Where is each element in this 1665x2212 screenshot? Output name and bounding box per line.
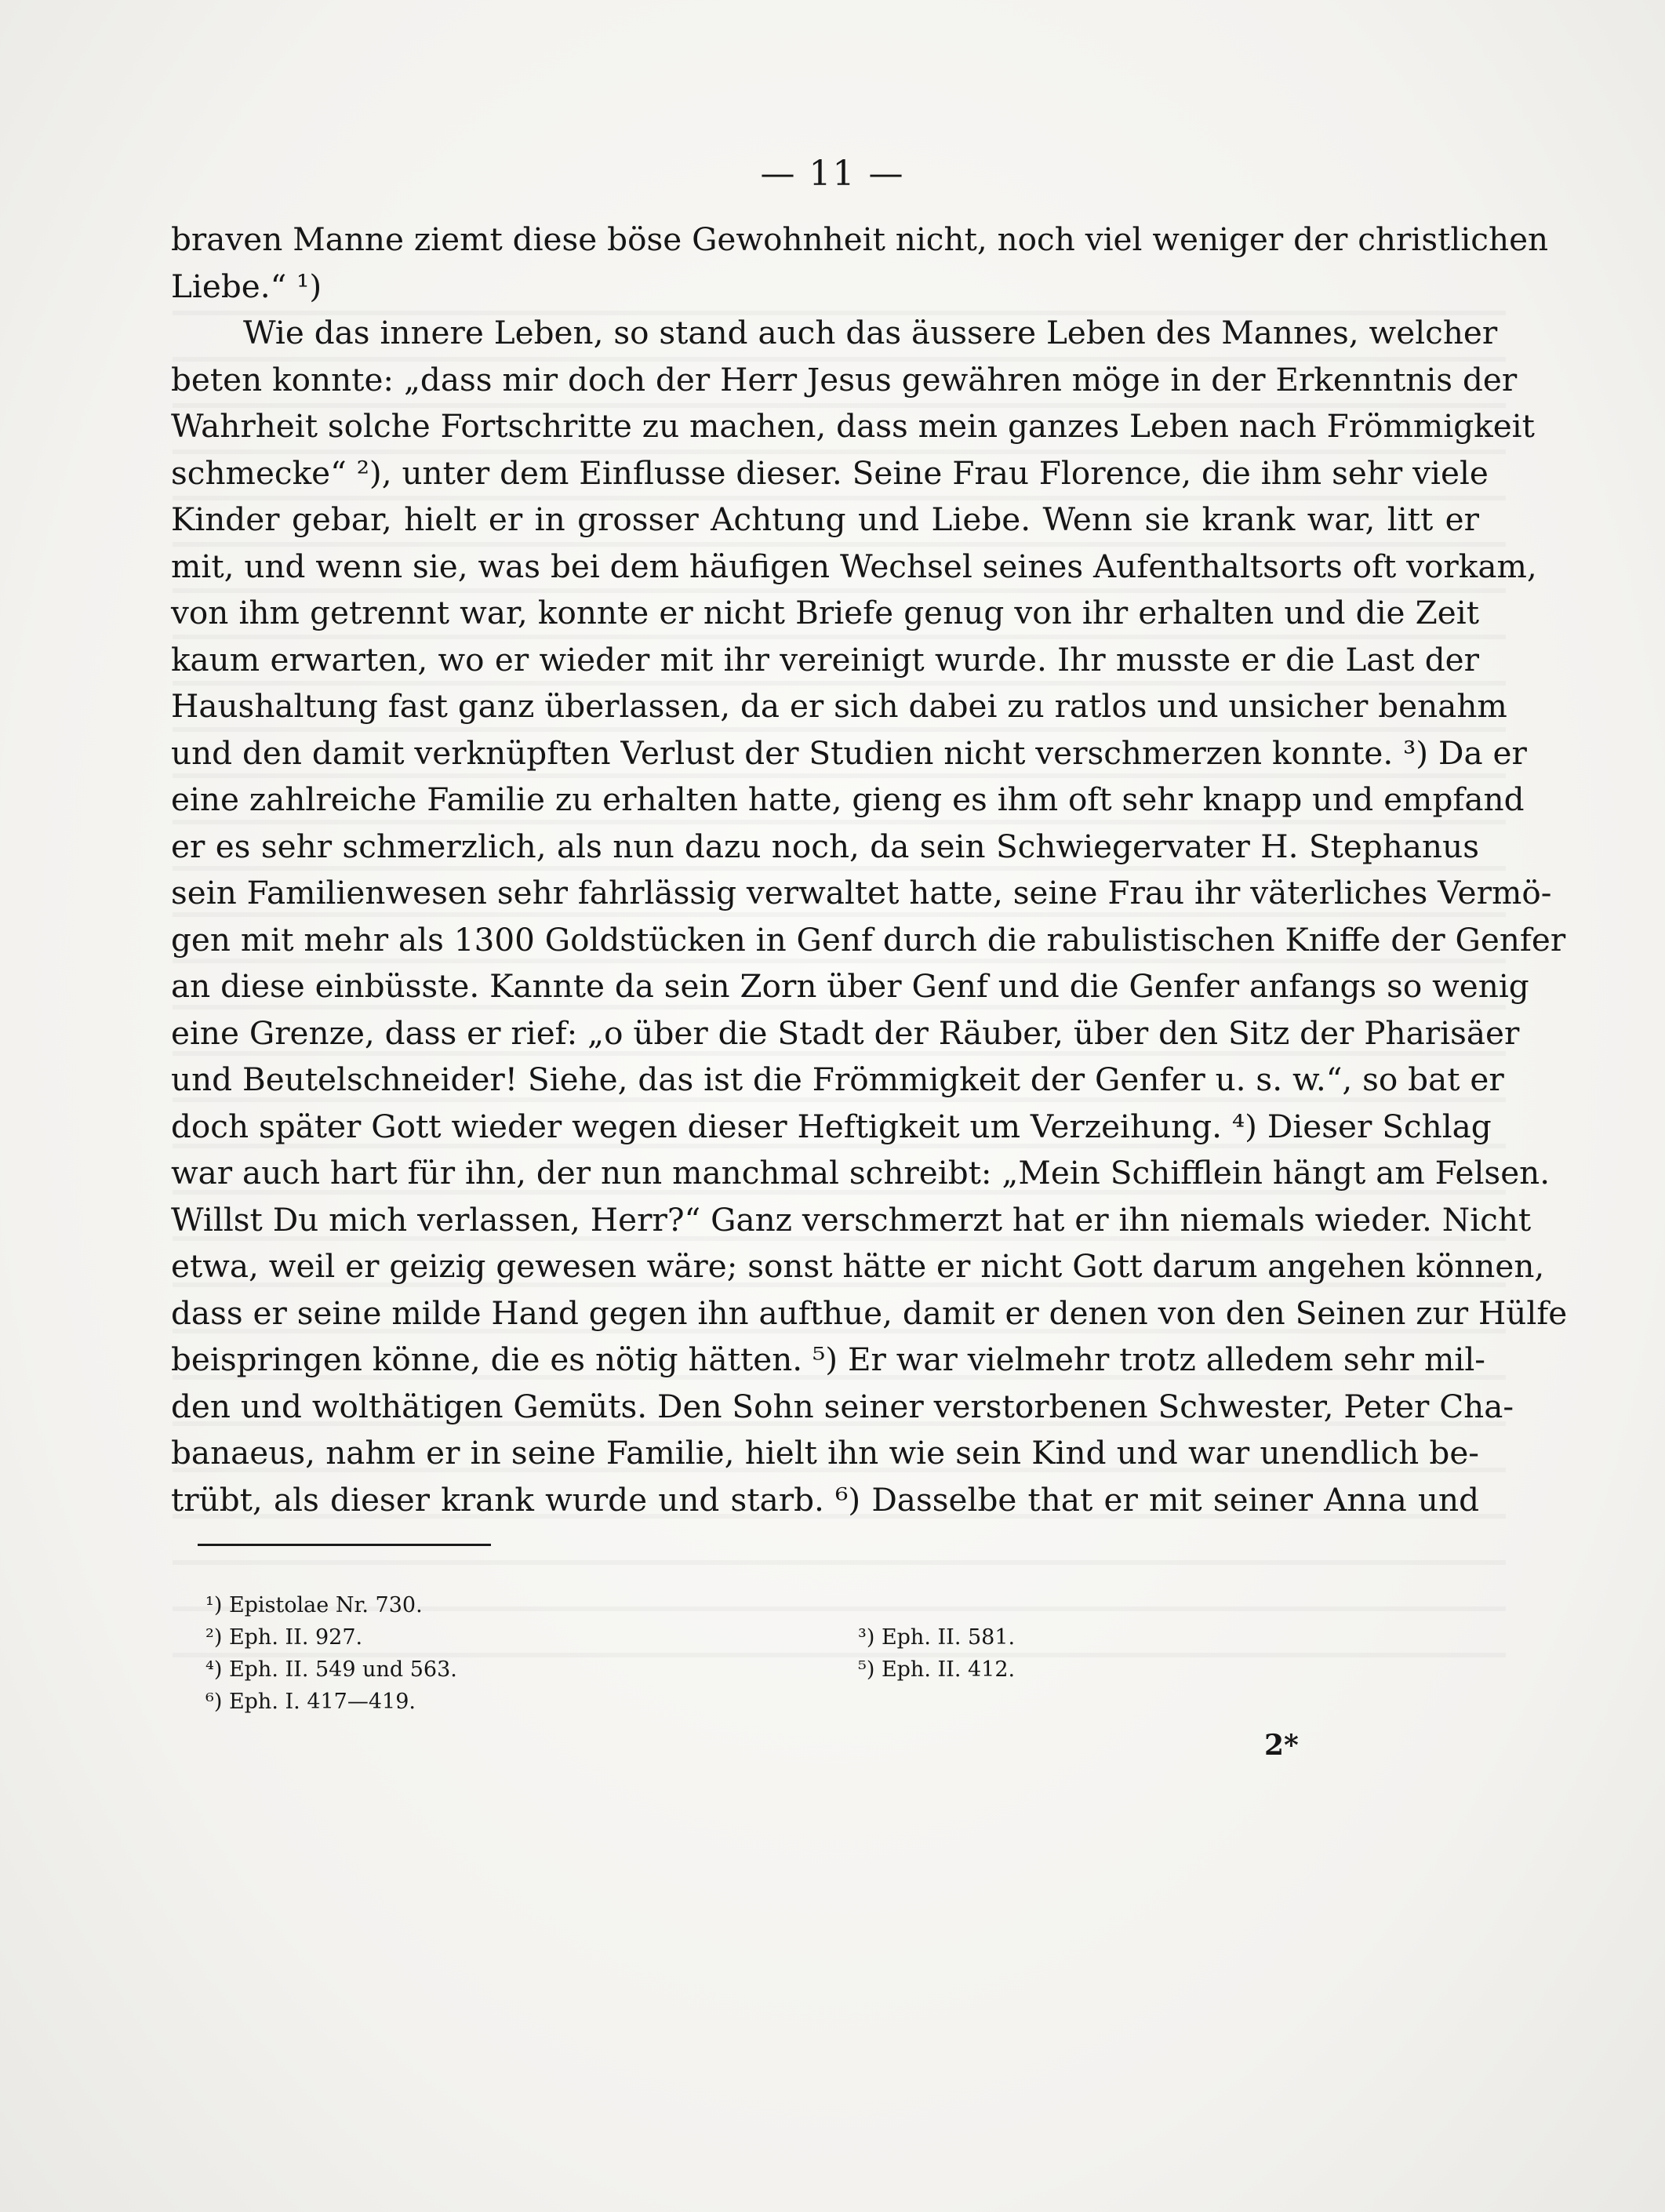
text-line: gen mit mehr als 1300 Goldstücken in Genf durch die rabulistischen Kniffe der Genfer xyxy=(171,920,1566,959)
text-line: von ihm getrennt war, konnte er nicht Briefe genug von ihr erhalten und die Zeit xyxy=(171,594,1479,631)
text-line: und den damit verknüpften Verlust der Studien nicht verschmerzen konnte. ³) Da er xyxy=(171,733,1527,772)
footnote: ⁴) Eph. II. 549 und 563. xyxy=(205,1657,457,1682)
text-line: Liebe.“ ¹) xyxy=(171,267,322,305)
text-line: Kinder gebar, hielt er in grosser Achtung und Liebe. Wenn sie krank war, litt er xyxy=(171,500,1479,538)
text-line: doch später Gott wieder wegen dieser Heftigkeit um Verzeihung. ⁴) Dieser Schlag xyxy=(171,1107,1492,1145)
text-line: trübt, als dieser krank wurde und starb. ⁶) Dasselbe that er mit seiner Anna und xyxy=(171,1480,1479,1519)
text-line: und Beutelschneider! Siehe, das ist die Frömmigkeit der Genfer u. s. w.“, so bat er xyxy=(171,1061,1504,1098)
text-line: mit, und wenn sie, was bei dem häufigen Wechsel seines Aufenthaltsorts oft vorkam, xyxy=(171,547,1537,585)
text-line: schmecke“ ²), unter dem Einflusse dieser. Seine Frau Florence, die ihm sehr viele xyxy=(171,453,1489,492)
text-line: beispringen könne, die es nötig hätten. ⁵) Er war vielmehr trotz alledem sehr mil- xyxy=(171,1341,1485,1378)
text-line: Willst Du mich verlassen, Herr?“ Ganz verschmerzt hat er ihn niemals wieder. Nicht xyxy=(171,1200,1532,1239)
text-line: beten konnte: „dass mir doch der Herr Jesus gewähren möge in der Erkenntnis der xyxy=(171,360,1518,398)
text-line: an diese einbüsste. Kannte da sein Zorn über Genf und die Genfer anfangs so wenig xyxy=(171,967,1529,1005)
footnote: ⁵) Eph. II. 412. xyxy=(858,1657,1016,1682)
text-line: Haushaltung fast ganz überlassen, da er sich dabei zu ratlos und unsicher benahm xyxy=(171,687,1507,725)
text-line: Wie das innere Leben, so stand auch das äussere Leben des Mannes, welcher xyxy=(243,314,1498,351)
text-line: er es sehr schmerzlich, als nun dazu noch, da sein Schwiegervater H. Stephanus xyxy=(171,827,1479,865)
text-line: den und wolthätigen Gemüts. Den Sohn seiner verstorbenen Schwester, Peter Cha- xyxy=(171,1387,1514,1425)
text-line: eine zahlreiche Familie zu erhalten hatte, gieng es ihm oft sehr knapp und empfand xyxy=(171,780,1525,818)
text-line: banaeus, nahm er in seine Familie, hielt ihn wie sein Kind und war unendlich be- xyxy=(171,1434,1479,1472)
footnote-separator xyxy=(198,1544,491,1546)
text-line: sein Familienwesen sehr fahrlässig verwaltet hatte, seine Frau ihr väterliches Vermö- xyxy=(171,874,1552,911)
page-number: — 11 — xyxy=(760,154,905,194)
text-line: etwa, weil er geizig gewesen wäre; sonst hätte er nicht Gott darum angehen können, xyxy=(171,1247,1545,1285)
text-line: war auch hart für ihn, der nun manchmal schreibt: „Mein Schifflein hängt am Felsen. xyxy=(171,1154,1550,1191)
text-line: kaum erwarten, wo er wieder mit ihr vereinigt wurde. Ihr musste er die Last der xyxy=(171,640,1479,679)
footnote: ²) Eph. II. 927. xyxy=(205,1625,363,1650)
text-line: dass er seine milde Hand gegen ihn aufthue, damit er denen von den Seinen zur Hülfe xyxy=(171,1293,1568,1332)
footnote: ³) Eph. II. 581. xyxy=(858,1625,1016,1650)
footnote: ¹) Epistolae Nr. 730. xyxy=(205,1593,423,1617)
footnote: ⁶) Eph. I. 417—419. xyxy=(205,1690,416,1714)
body-text xyxy=(171,216,1568,1523)
sheet-signature-mark: 2* xyxy=(1264,1729,1299,1762)
text-line: braven Manne ziemt diese böse Gewohnheit nicht, noch viel weniger der christlichen xyxy=(171,220,1549,258)
text-line: Wahrheit solche Fortschritte zu machen, dass mein ganzes Leben nach Frömmigkeit xyxy=(171,407,1535,445)
text-line: eine Grenze, dass er rief: „o über die Stadt der Räuber, über den Sitz der Pharisäer xyxy=(171,1013,1520,1052)
